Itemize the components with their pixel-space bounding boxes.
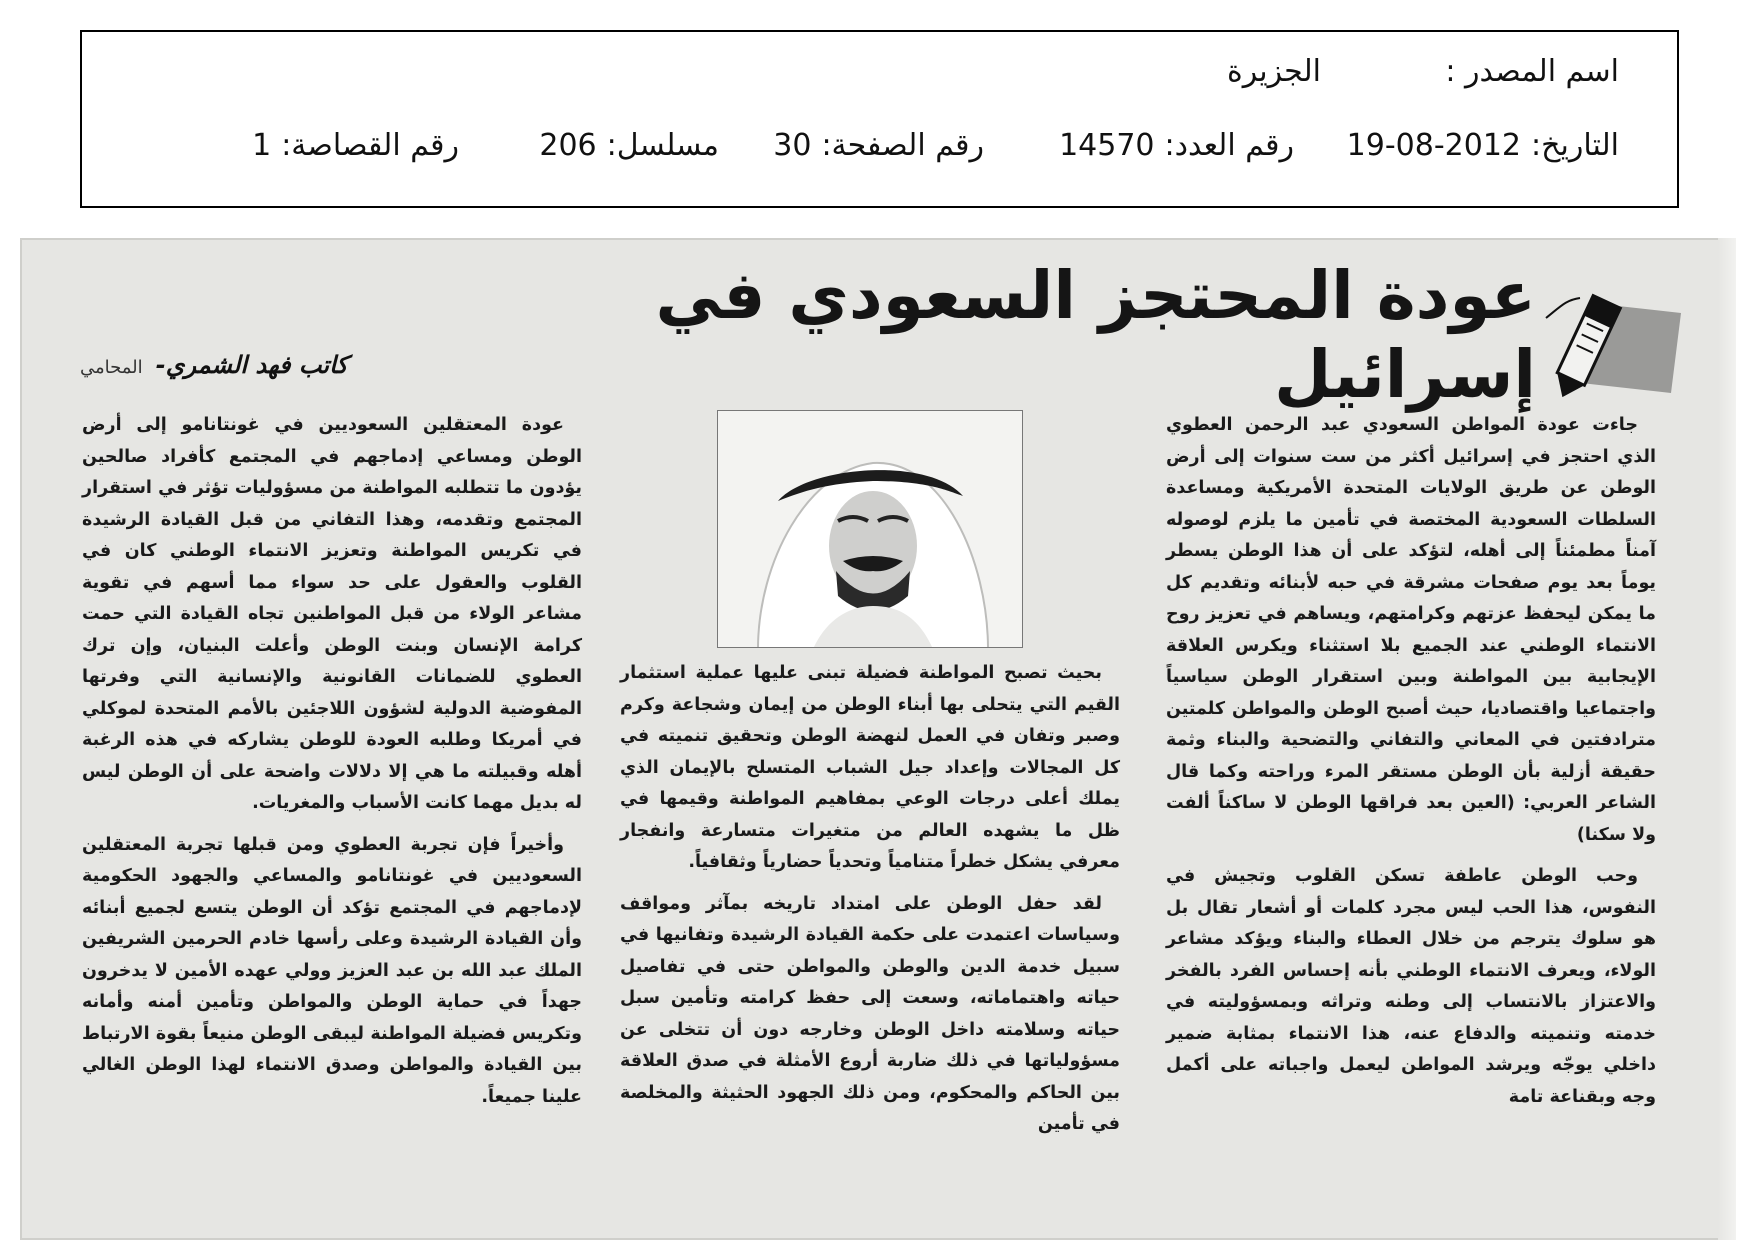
paragraph: جاءت عودة المواطن السعودي عبد الرحمن العطوي الذي احتجز في إسرائيل أكثر من ست سنوات إلى أرض الوطن عن طريق الولايات المتحدة الأمريكية ومساعدة السلطات السعودية المختصة في تأمين ما يلزم لوصوله آمناً مطمئناً إلى أهله، لتؤكد على أن هذا الوطن يسطر يوماً بعد يوم صفحات مشرقة في حبه لأبنائه وتقديم كل ما يمكن ليحفظ عزتهم وكرامتهم، ويساهم في تعزيز روح الانتماء الوطني عند الجميع بلا استثناء ويكرس العلاقة الإيجابية بين المواطنة وبين استقرار الوطن سياسياً واجتماعيا واقتصاديا، حيث أصبح الوطن والمواطن كلمتين مترادفتين في المعاني والتفاني والتضحية والبناء وثمة حقيقة أزلية بأن الوطن مستقر المرء وراحته وكما قال الشاعر العربي: (العين بعد فراقها الوطن لا ساكناً ألفت ولا سكنا) xyxy=(1166,415,1656,845)
byline-role: المحامي xyxy=(80,357,143,378)
paragraph: بحيث تصبح المواطنة فضيلة تبنى عليها عملية استثمار القيم التي يتحلى بها أبناء الوطن من إيمان وشجاعة وكرم وصبر وتفان في العمل لنهضة الوطن وتحقيق تنميته في كل المجالات وإعداد جيل الشباب المتسلح بالإيمان الذي يملك أعلى درجات الوعي بمفاهيم المواطنة وقيمها في ظل ما يشهده العالم من متغيرات متسارعة وانفجار معرفي يشكل خطراً متنامياً وتحدياً حضارياً وثقافياً. xyxy=(620,663,1120,872)
metadata-row-details xyxy=(122,128,1619,178)
serial-label: مسلسل: xyxy=(606,128,719,163)
article-column-middle xyxy=(620,658,1120,1141)
page-field xyxy=(763,128,984,163)
source-value-field xyxy=(1217,54,1321,89)
newspaper-clipping xyxy=(20,238,1736,1240)
paragraph: وأخيراً فإن تجربة العطوي ومن قبلها تجربة المعتقلين السعوديين في غونتانامو والمساعي والجهود الحكومية لإدماجهم في المجتمع تؤكد أن الوطن يتسع لجميع أبنائه وأن القيادة الرشيدة وعلى رأسها خادم الحرمين الشريفين الملك عبد الله بن عبد العزيز وولي عهده الأمين لا يدخرون جهداً في حماية الوطن والمواطن وتأمين أمنه وأمانه وتكريس فضيلة المواطنة ليبقى الوطن منيعاً بقوة الارتباط بين القيادة والمواطن وصدق الانتماء لهذا الوطن الغالي علينا جميعاً. xyxy=(82,834,582,1107)
byline-author: كاتب فهد الشمري- xyxy=(155,351,348,379)
serial-field xyxy=(529,128,719,163)
byline xyxy=(80,351,348,379)
page-label: رقم الصفحة: xyxy=(821,128,984,163)
date-value: 2012-08-19 xyxy=(1346,128,1522,163)
source-label: اسم المصدر : xyxy=(1445,54,1619,89)
clip-number-field xyxy=(242,128,459,163)
clip-number-value: 1 xyxy=(252,128,272,163)
issue-label: رقم العدد: xyxy=(1164,128,1294,163)
source-value: الجزيرة xyxy=(1226,54,1321,89)
issue-value: 14570 xyxy=(1059,128,1155,163)
clip-number-label: رقم القصاصة: xyxy=(281,128,459,163)
paragraph: لقد حفل الوطن على امتداد تاريخه بمآثر ومواقف وسياسات اعتمدت على حكمة القيادة الرشيدة وتفانيها في سبيل خدمة الدين والوطن والمواطن حتى في تفاصيل حياته واهتماماته، وسعت إلى حفظ كرامته وتأمين سبل حياته وسلامته داخل الوطن وخارجه دون أن تتخلى عن مسؤولياتها في ذلك ضاربة أروع الأمثلة في صدق العلاقة بين الحاكم والمحكوم، ومن ذلك الجهود الحثيثة والمخلصة في تأمين xyxy=(620,893,1120,1134)
paragraph: عودة المعتقلين السعوديين في غونتانامو إلى أرض الوطن ومساعي إدماجهم في المجتمع كأفراد صالحين يؤدون ما تتطلبه المواطنة من مسؤوليات تؤثر في استقرار المجتمع وتقدمه، وهذا التفاني من قبل القيادة الرشيدة في تكريس المواطنة وتعزيز الانتماء الوطني كان في القلوب والعقول على حد سواء مما أسهم في تقوية مشاعر الولاء من قبل المواطنين تجاه القيادة التي حمت كرامة الإنسان وبنت الوطن وأعلت البنيان، وإن ترك العطوي للضمانات القانونية والإنسانية التي وفرتها المفوضية الدولية لشؤون اللاجئين بالأمم المتحدة لموكلي في أمريكا وطلبه العودة للوطن يشاركه في هذه الرغبة أهله وقبيلته ما هي إلا دلالات واضحة على أن الوطن ليس له بديل مهما كانت الأسباب والمغريات. xyxy=(82,415,582,813)
clipping-metadata-box xyxy=(80,30,1679,208)
source-field xyxy=(1435,54,1619,89)
date-field xyxy=(1337,128,1619,163)
date-label: التاريخ: xyxy=(1531,128,1619,163)
issue-field xyxy=(1049,128,1294,163)
author-photo xyxy=(717,410,1023,648)
page-value: 30 xyxy=(773,128,812,163)
metadata-row-source xyxy=(122,54,1619,104)
paragraph: وحب الوطن عاطفة تسكن القلوب وتجيش في النفوس، هذا الحب ليس مجرد كلمات أو أشعار تقال بل هو سلوك يترجم من خلال العطاء والبناء ويؤكد مشاعر الولاء، ويعرف الانتماء الوطني بأنه إحساس الفرد بالفخر والاعتزاز بالانتساب إلى وطنه وتراثه وبمسؤوليته في خدمته وتنميته والدفاع عنه، هذا الانتماء بمثابة ضمير داخلي يوجّه ويرشد المواطن ليعمل واجباته على أكمل وجه وبقناعة تامة xyxy=(1166,866,1656,1107)
pen-icon xyxy=(1536,278,1686,403)
author-portrait-image xyxy=(718,411,1023,648)
pen-column-logo xyxy=(1536,278,1686,403)
article-column-right xyxy=(1166,410,1656,1113)
article-column-left xyxy=(82,410,582,1113)
serial-value: 206 xyxy=(539,128,597,163)
article-headline: عودة المحتجز السعودي في إسرائيل xyxy=(655,257,1536,414)
